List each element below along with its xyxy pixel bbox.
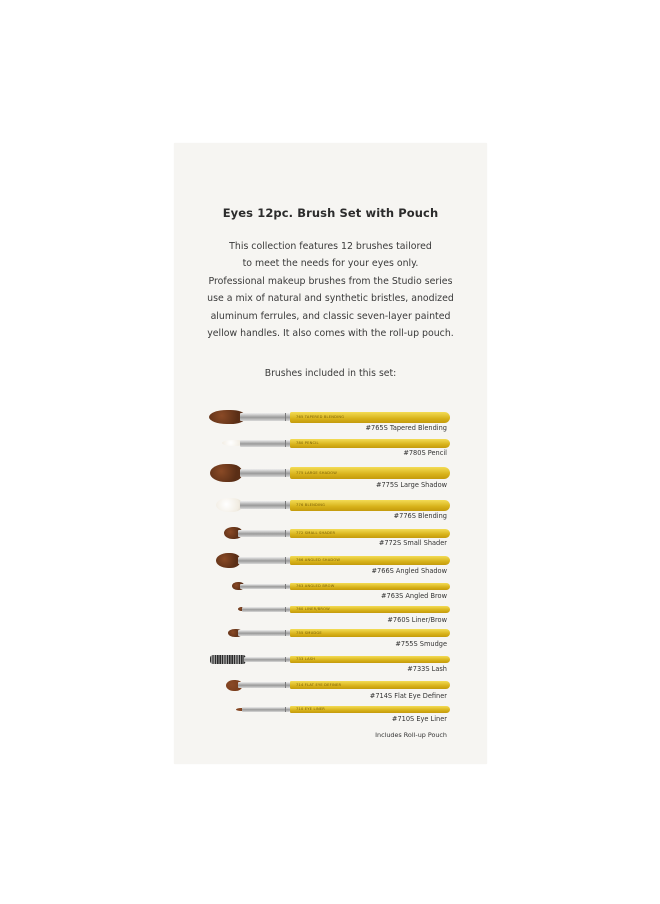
handle-imprint: 714 FLAT EYE DEFINER — [296, 683, 342, 687]
pouch-note: Includes Roll-up Pouch — [375, 731, 447, 739]
brush-item — [174, 143, 487, 764]
brush-label: #780S Pencil — [403, 449, 447, 457]
brush-item — [174, 143, 487, 764]
brush-item — [174, 143, 487, 764]
ferrule — [240, 440, 290, 447]
ferrule — [240, 584, 290, 589]
brush-label: #763S Angled Brow — [381, 592, 447, 600]
brush-handle — [290, 583, 450, 590]
bristle-tip-icon — [224, 527, 242, 539]
handle-imprint: 763 ANGLED BROW — [296, 584, 335, 588]
ferrule — [242, 607, 290, 612]
brush-handle — [290, 656, 450, 663]
handle-imprint: 776 BLENDING — [296, 503, 326, 507]
brush-item — [174, 143, 487, 764]
bristle-tip-icon — [216, 553, 240, 568]
brush-label: #710S Eye Liner — [391, 715, 447, 723]
brush-item — [174, 143, 487, 764]
ferrule — [240, 501, 290, 509]
description-line: Professional makeup brushes from the Studio series — [208, 275, 453, 287]
included-heading: Brushes included in this set: — [264, 368, 397, 379]
brush-handle — [290, 629, 450, 637]
brush-handle — [290, 467, 450, 479]
brush-label: #714S Flat Eye Definer — [369, 692, 447, 700]
brush-handle — [290, 681, 450, 689]
ferrule — [238, 630, 290, 636]
brush-handle — [290, 439, 450, 448]
brush-item — [174, 143, 487, 764]
bristle-tip-icon — [228, 629, 242, 637]
brush-label: #766S Angled Shadow — [371, 567, 447, 575]
brush-label: #755S Smudge — [395, 640, 447, 648]
handle-imprint: 765 TAPERED BLENDING — [296, 415, 345, 419]
handle-imprint: 710 EYE LINER — [296, 707, 325, 711]
brush-handle — [290, 706, 450, 713]
bristle-tip-icon — [232, 582, 244, 590]
brush-label: #733S Lash — [407, 665, 447, 673]
brush-list — [174, 143, 487, 764]
brush-item — [174, 143, 487, 764]
ferrule — [240, 413, 290, 421]
brush-label: #772S Small Shader — [378, 539, 447, 547]
brush-handle — [290, 412, 450, 423]
bristle-tip-icon — [238, 607, 245, 611]
ferrule — [238, 557, 290, 564]
brush-label: #765S Tapered Blending — [365, 424, 447, 432]
brush-handle — [290, 529, 450, 538]
ferrule — [238, 682, 290, 688]
brush-handle — [290, 500, 450, 511]
ferrule — [244, 657, 290, 662]
brush-label: #775S Large Shadow — [375, 481, 447, 489]
description-line: yellow handles. It also comes with the roll-up pouch. — [207, 328, 454, 340]
handle-imprint: 733 LASH — [296, 657, 316, 661]
bristle-tip-icon — [210, 464, 242, 482]
handle-imprint: 766 ANGLED SHADOW — [296, 558, 341, 562]
description-line: use a mix of natural and synthetic bristles, anodized — [207, 293, 454, 305]
ferrule — [240, 469, 290, 477]
spoolie-tip-icon — [210, 655, 246, 664]
handle-imprint: 755 SMUDGE — [296, 631, 322, 635]
brush-label: #760S Liner/Brow — [387, 616, 447, 624]
ferrule — [242, 707, 290, 712]
ferrule — [238, 530, 290, 537]
product-card — [174, 143, 487, 764]
handle-imprint: 780 PENCIL — [296, 441, 319, 445]
description-line: to meet the needs for your eyes only. — [242, 258, 419, 270]
handle-imprint: 775 LARGE SHADOW — [296, 471, 338, 475]
description-line: aluminum ferrules, and classic seven-layer painted — [210, 310, 451, 322]
brush-handle — [290, 556, 450, 565]
brush-item — [174, 143, 487, 764]
brush-item — [174, 143, 487, 764]
description-line: This collection features 12 brushes tailored — [229, 241, 432, 252]
product-title: Eyes 12pc. Brush Set with Pouch — [222, 206, 439, 220]
bristle-tip-icon — [236, 708, 246, 711]
bristle-tip-icon — [226, 680, 242, 691]
brush-item — [174, 143, 487, 764]
handle-imprint: 760 LINER/BROW — [296, 607, 330, 611]
handle-imprint: 772 SMALL SHADER — [296, 531, 336, 535]
bristle-tip-icon — [209, 410, 245, 424]
bristle-tip-icon — [222, 440, 244, 446]
brush-item — [174, 143, 487, 764]
brush-label: #776S Blending — [393, 512, 447, 520]
brush-item — [174, 143, 487, 764]
brush-handle — [290, 606, 450, 613]
bristle-tip-icon — [216, 498, 242, 512]
